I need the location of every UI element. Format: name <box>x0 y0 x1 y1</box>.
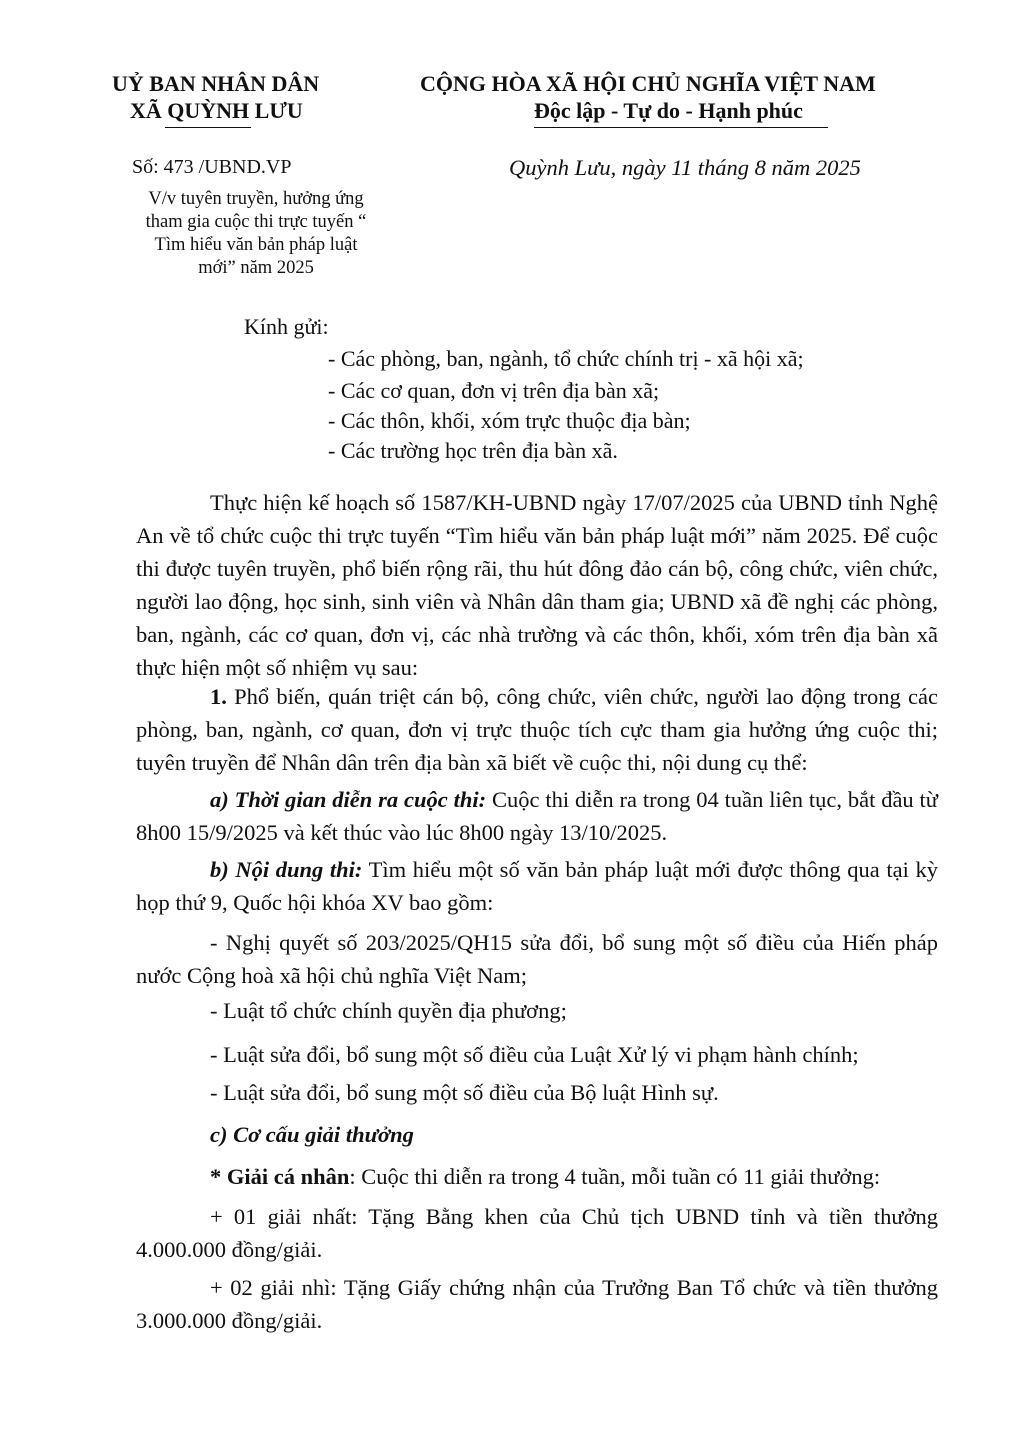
item-1-paragraph <box>136 680 938 779</box>
prize-first-paragraph: + 01 giải nhất: Tặng Bằng khen của Chủ tịch UBND tỉnh và tiền thưởng 4.000.000 đồng/giải. <box>136 1204 938 1262</box>
issuer-name-line2: XÃ QUỲNH LƯU <box>130 98 303 123</box>
subject-line: V/v tuyên truyền, hưởng ứng <box>148 189 364 209</box>
subject-summary <box>112 188 400 280</box>
recipient-item: - Các trường học trên địa bàn xã. <box>328 438 618 463</box>
subject-line: Tìm hiểu văn bản pháp luật <box>154 235 358 255</box>
issuer-underline <box>165 127 251 128</box>
place-and-date: Quỳnh Lưu, ngày 11 tháng 8 năm 2025 <box>509 155 861 180</box>
national-motto: Độc lập - Tự do - Hạnh phúc <box>534 98 803 123</box>
recipient-item: - Các thôn, khối, xóm trực thuộc địa bàn; <box>328 408 691 433</box>
law-item: - Luật tổ chức chính quyền địa phương; <box>210 998 567 1023</box>
document-number: Số: 473 /UBND.VP <box>132 156 292 178</box>
intro-paragraph: Thực hiện kế hoạch số 1587/KH-UBND ngày 17/07/2025 của UBND tỉnh Nghệ An về tổ chức cuộc thi trực tuyến “Tìm hiểu văn bản pháp luật mới” năm 2025. Để cuộc thi được tuyên truyền, phổ biến rộng rãi, thu hút đông đảo cán bộ, công chức, viên chức, người lao động, học sinh, sinh viên và Nhân dân tham gia; UBND xã đề nghị các phòng, ban, ngành, các cơ quan, đơn vị, các nhà trường và các thôn, khối, xóm trên địa bàn xã thực hiện một số nhiệm vụ sau: <box>136 490 938 680</box>
prize-second-paragraph: + 02 giải nhì: Tặng Giấy chứng nhận của Trưởng Ban Tổ chức và tiền thưởng 3.000.000 đồng/giải. <box>136 1275 938 1333</box>
motto-underline <box>534 127 828 128</box>
individual-prize-text: : Cuộc thi diễn ra trong 4 tuần, mỗi tuần có 11 giải thưởng: <box>349 1164 881 1189</box>
item-a-label: a) Thời gian diễn ra cuộc thi: <box>210 787 487 812</box>
item-a-text: Cuộc thi diễn ra trong 04 tuần liên tục, bắt đầu từ 8h00 15/9/2025 và kết thúc vào lúc 8h00 ngày 13/10/2025. <box>136 787 939 845</box>
issuer-name-line1: UỶ BAN NHÂN DÂN <box>112 71 320 96</box>
item-1-text: Phổ biến, quán triệt cán bộ, công chức, viên chức, người lao động trong các phòng, ban, ngành, cơ quan, đơn vị trực thuộc tích cực tham gia hưởng ứng cuộc thi; tuyên truyền để Nhân dân trên địa bàn xã biết về cuộc thi, nội dung cụ thể: <box>136 684 938 775</box>
item-b-text: Tìm hiểu một số văn bản pháp luật mới được thông qua tại kỳ họp thứ 9, Quốc hội khóa XV bao gồm: <box>136 857 939 915</box>
recipients-title: Kính gửi: <box>244 314 329 339</box>
item-1-label: 1. <box>210 684 227 709</box>
item-a-paragraph <box>136 783 938 849</box>
individual-prize-paragraph <box>136 1160 938 1193</box>
recipient-item: - Các cơ quan, đơn vị trên địa bàn xã; <box>328 378 660 403</box>
national-title: CỘNG HÒA XÃ HỘI CHỦ NGHĨA VIỆT NAM <box>420 71 876 96</box>
law-item: - Luật sửa đổi, bổ sung một số điều của Bộ luật Hình sự. <box>210 1080 719 1105</box>
item-b-label: b) Nội dung thi: <box>210 857 363 882</box>
subject-line: tham gia cuộc thi trực tuyến “ <box>145 212 367 232</box>
recipient-item: - Các phòng, ban, ngành, tổ chức chính trị - xã hội xã; <box>328 346 804 371</box>
item-b-paragraph <box>136 853 938 919</box>
subject-line: mới” năm 2025 <box>198 258 314 278</box>
law-item: - Luật sửa đổi, bổ sung một số điều của Luật Xử lý vi phạm hành chính; <box>210 1042 859 1067</box>
item-c-heading: c) Cơ cấu giải thưởng <box>210 1122 414 1147</box>
individual-prize-label: * Giải cá nhân <box>210 1164 350 1189</box>
law-item: - Nghị quyết số 203/2025/QH15 sửa đổi, bổ sung một số điều của Hiến pháp nước Cộng hoà xã hội chủ nghĩa Việt Nam; <box>136 930 938 988</box>
